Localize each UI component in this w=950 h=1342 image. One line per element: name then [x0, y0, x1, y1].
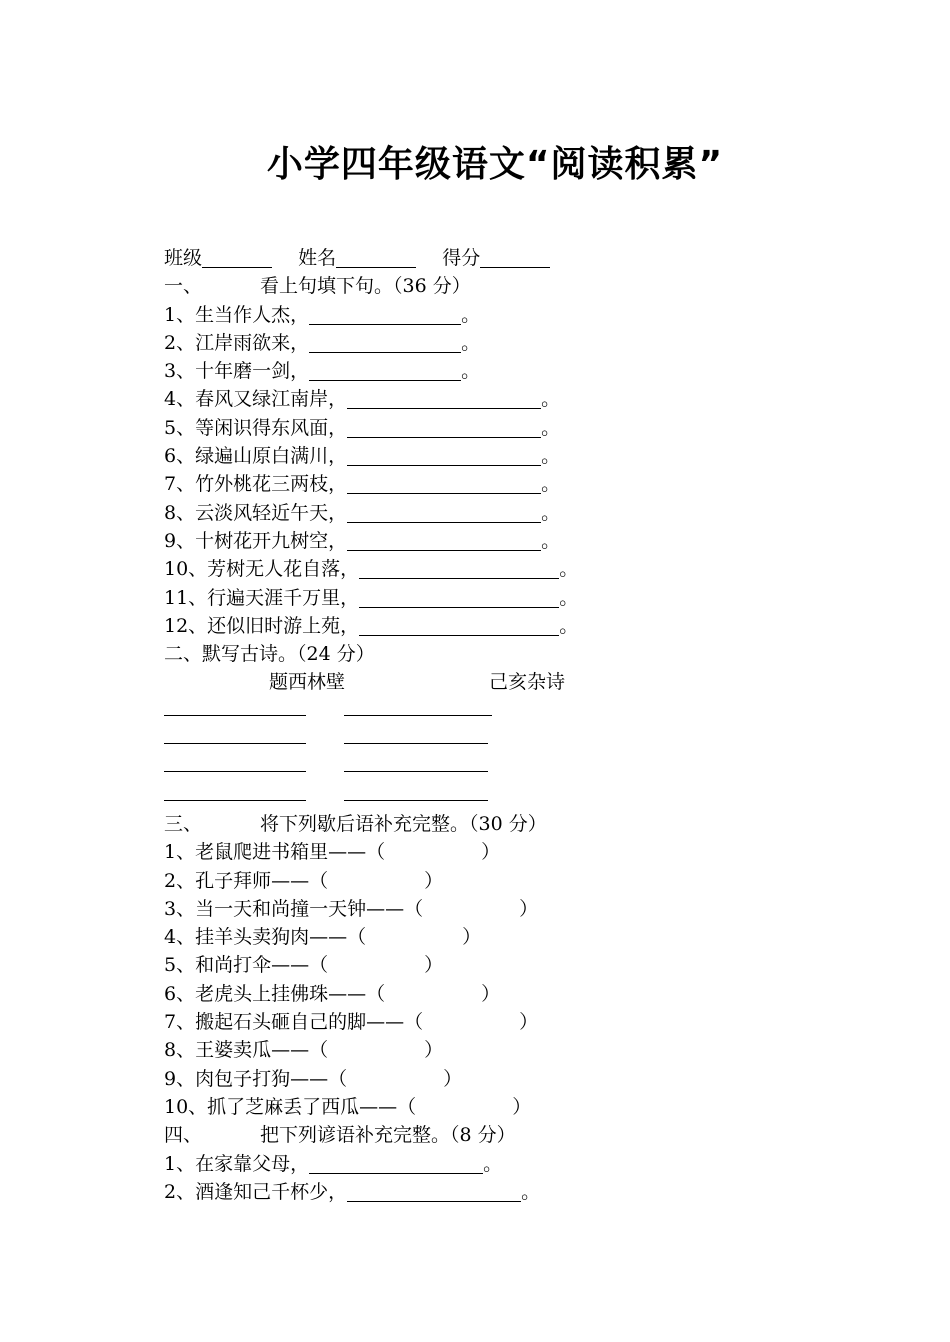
idiom-item: 1、老鼠爬进书箱里——（ ）: [164, 841, 501, 864]
verse-item: 4、春风又绿江南岸， 。: [164, 388, 561, 411]
answer-blank[interactable]: [347, 502, 541, 523]
answer-blank[interactable]: [309, 332, 461, 353]
verse-item: 2、江岸雨欲来， 。: [164, 331, 481, 354]
answer-blank[interactable]: [309, 304, 461, 325]
idiom-item: 8、王婆卖瓜——（ ）: [164, 1039, 444, 1062]
section-number: 一、: [164, 275, 203, 298]
verse-item: 5、等闲识得东风面， 。: [164, 416, 561, 439]
poem-blank[interactable]: [344, 771, 488, 772]
poem-line-row: [164, 725, 884, 753]
idiom-item: 4、挂羊头卖狗肉——（ ）: [164, 926, 482, 949]
answer-blank[interactable]: [309, 1153, 483, 1174]
student-info-row: [164, 244, 884, 272]
poem-line-row: [164, 782, 884, 810]
poem-title: 己亥杂诗: [489, 671, 566, 694]
answer-blank[interactable]: [347, 417, 541, 438]
answer-blank[interactable]: [359, 558, 559, 579]
idiom-item: 5、和尚打伞——（ ）: [164, 954, 444, 977]
answer-blank[interactable]: [309, 360, 461, 381]
poem-blank[interactable]: [164, 771, 306, 772]
section-2-heading: 二、默写古诗。（24 分）: [164, 643, 375, 666]
page-title: 小学四年级语文“阅读积累”: [266, 144, 724, 185]
verse-item: 8、云淡风轻近午天， 。: [164, 501, 561, 524]
section-number: 四、: [164, 1124, 203, 1147]
poem-blank[interactable]: [164, 800, 306, 801]
verse-item: 11、行遍天涯千万里， 。: [164, 586, 579, 609]
section-3-heading: [164, 810, 884, 838]
section-1-heading: [164, 272, 884, 300]
poem-titles-row: [164, 668, 884, 696]
verse-item: 7、竹外桃花三两枝， 。: [164, 473, 561, 496]
proverb-item: 1、在家靠父母， 。: [164, 1152, 503, 1175]
name-field[interactable]: [336, 247, 416, 268]
poem-blank[interactable]: [344, 800, 488, 801]
answer-blank[interactable]: [359, 587, 559, 608]
poem-blank[interactable]: [164, 743, 306, 744]
poem-blank[interactable]: [344, 743, 488, 744]
idiom-item: 10、抓了芝麻丢了西瓜——（ ）: [164, 1095, 532, 1118]
verse-item: 12、还似旧时游上苑， 。: [164, 614, 579, 637]
verse-item: 1、生当作人杰， 。: [164, 303, 481, 326]
proverb-item: 2、酒逢知己千杯少， 。: [164, 1180, 541, 1203]
answer-blank[interactable]: [347, 388, 541, 409]
answer-blank[interactable]: [347, 473, 541, 494]
verse-item: 10、芳树无人花自落， 。: [164, 558, 579, 581]
idiom-item: 6、老虎头上挂佛珠——（ ）: [164, 982, 501, 1005]
class-field[interactable]: [202, 247, 272, 268]
poem-blank[interactable]: [344, 715, 492, 716]
section-heading: 把下列谚语补充完整。（8 分）: [260, 1124, 516, 1147]
section-4-heading: [164, 1121, 884, 1149]
answer-blank[interactable]: [359, 615, 559, 636]
score-field[interactable]: [480, 247, 550, 268]
name-label: 姓名: [298, 247, 337, 269]
poem-blank[interactable]: [164, 715, 306, 716]
answer-blank[interactable]: [347, 1181, 521, 1202]
verse-item: 9、十树花开九树空， 。: [164, 529, 561, 552]
section-number: 三、: [164, 812, 203, 835]
class-label: 班级: [164, 247, 203, 269]
idiom-item: 7、搬起石头砸自己的脚——（ ）: [164, 1011, 539, 1034]
answer-blank[interactable]: [347, 445, 541, 466]
worksheet-body: [164, 244, 884, 1206]
verse-item: 3、十年磨一剑， 。: [164, 360, 481, 383]
poem-title: 题西林壁: [269, 671, 346, 694]
poem-line-row: [164, 753, 884, 781]
score-label: 得分: [442, 247, 481, 269]
section-heading: 将下列歇后语补充完整。（30 分）: [260, 812, 547, 835]
poem-line-row: [164, 697, 884, 725]
verse-item: 6、绿遍山原白满川， 。: [164, 445, 561, 468]
idiom-item: 9、肉包子打狗——（ ）: [164, 1067, 463, 1090]
idiom-item: 3、当一天和尚撞一天钟——（ ）: [164, 897, 539, 920]
answer-blank[interactable]: [347, 530, 541, 551]
section-heading: 看上句填下句。（36 分）: [260, 275, 471, 298]
idiom-item: 2、孔子拜师——（ ）: [164, 869, 444, 892]
